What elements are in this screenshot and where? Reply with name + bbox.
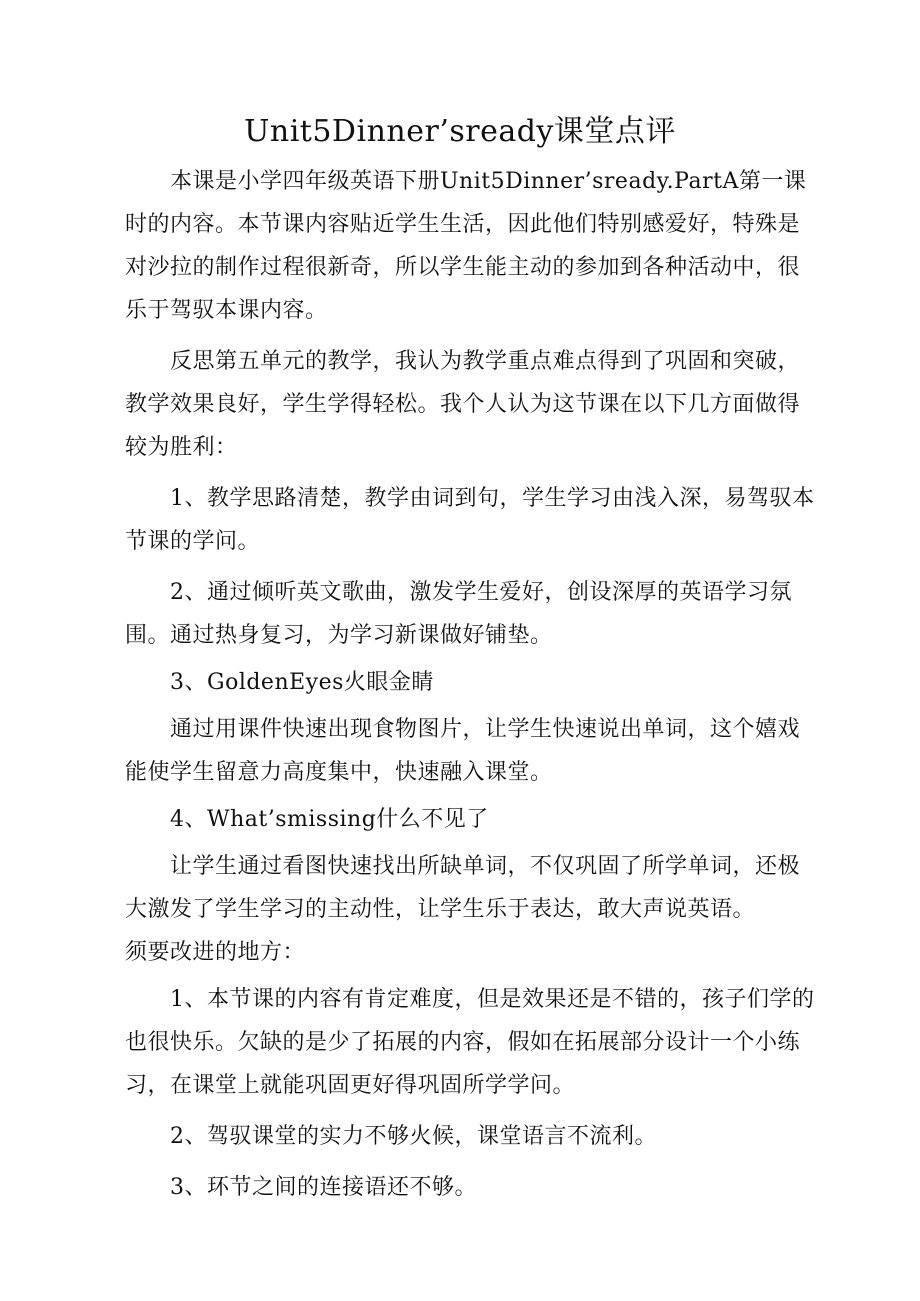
- paragraph-improve-1: 1、本节课的内容有肯定难度，但是效果还是不错的，孩子们学的也很快乐。欠缺的是少了拓展的内容，假如在拓展部分设计一个小练习，在课堂上就能巩固更好得巩固所学学问。: [125, 987, 815, 1098]
- paragraph-point-2: 2、通过倾听英文歌曲，激发学生爱好，创设深厚的英语学习氛围。通过热身复习，为学习新课做好铺垫。: [125, 580, 792, 648]
- paragraph-point-1: 1、教学思路清楚，教学由词到句，学生学习由浅入深，易驾驭本节课的学问。: [125, 486, 815, 554]
- paragraph-reflection: 反思第五单元的教学，我认为教学重点难点得到了巩固和突破，教学效果良好，学生学得轻松。我个人认为这节课在以下几方面做得较为胜利：: [125, 349, 801, 460]
- paragraph-point-4-title: 4、What’smissing什么不见了: [170, 807, 489, 832]
- paragraph-point-4-body: 让学生通过看图快速找出所缺单词，不仅巩固了所学单词，还极大激发了学生学习的主动性，让学生乐于表达，敢大声说英语。: [125, 854, 801, 922]
- document-title: Unit5Dinner’sready课堂点评: [244, 114, 676, 149]
- paragraph-intro: 本课是小学四年级英语下册Unit5Dinner’sready.PartA第一课时的内容。本节课内容贴近学生生活，因此他们特别感爱好，特殊是对沙拉的制作过程很新奇，所以学生能主动的参加到各种活动中，很乐于驾驭本课内容。: [125, 169, 807, 323]
- paragraph-improve-2: 2、驾驭课堂的实力不够火候，课堂语言不流利。: [170, 1124, 657, 1149]
- paragraph-improve-3: 3、环节之间的连接语还不够。: [170, 1175, 477, 1200]
- paragraph-point-3-title: 3、GoldenEyes火眼金睛: [170, 670, 434, 695]
- document-body: [125, 160, 815, 1209]
- paragraph-point-3-body: 通过用课件快速出现食物图片，让学生快速说出单词，这个嬉戏能使学生留意力高度集中，快速融入课堂。: [125, 717, 801, 785]
- paragraph-improve-heading: 须要改进的地方：: [125, 940, 306, 965]
